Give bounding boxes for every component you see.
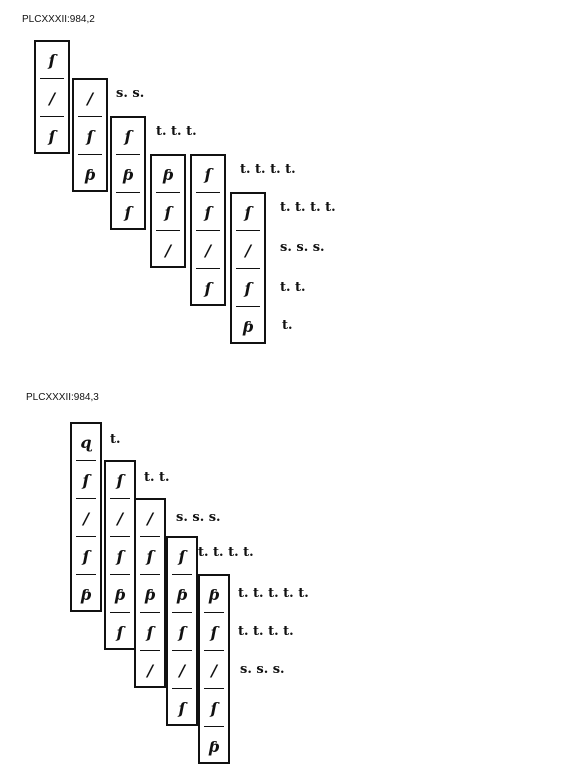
cell-divider [40, 78, 64, 79]
glyph-cell: ſ [178, 623, 186, 642]
glyph-cell: ƥ [122, 165, 134, 184]
glyph-cell: ƥ [176, 585, 188, 604]
stroke-column [70, 422, 102, 612]
glyph-cell: ſ [116, 547, 124, 566]
row-annotation: s. s. [116, 86, 145, 101]
row-annotation: t. t. t. t. [280, 200, 336, 215]
row-annotation: t. [282, 318, 293, 333]
cell-divider [140, 612, 160, 613]
glyph-cell: ƥ [242, 317, 254, 336]
glyph-cell: ſ [210, 623, 218, 642]
cell-divider [156, 192, 180, 193]
cell-divider [204, 612, 224, 613]
cell-divider [172, 650, 192, 651]
cell-divider [76, 536, 96, 537]
cell-divider [110, 612, 130, 613]
glyph-cell: / [147, 509, 153, 528]
cell-divider [140, 536, 160, 537]
glyph-cell: ƥ [162, 165, 174, 184]
stroke-column [110, 116, 146, 230]
cell-divider [236, 268, 260, 269]
cell-divider [172, 688, 192, 689]
glyph-cell: / [245, 241, 251, 260]
glyph-cell: ſ [204, 279, 212, 298]
glyph-cell: ſ [204, 203, 212, 222]
cell-divider [156, 230, 180, 231]
glyph-cell: ſ [204, 165, 212, 184]
glyph-cell: ſ [244, 279, 252, 298]
cell-divider [204, 650, 224, 651]
stroke-column [166, 536, 198, 726]
glyph-cell: ſ [146, 547, 154, 566]
glyph-cell: ƥ [84, 165, 96, 184]
cell-divider [76, 498, 96, 499]
row-annotation: s. s. s. [280, 240, 325, 255]
cell-divider [236, 306, 260, 307]
glyph-cell: ƥ [80, 585, 92, 604]
glyph-cell: / [117, 509, 123, 528]
row-annotation: t. t. [280, 280, 306, 295]
cell-divider [196, 192, 220, 193]
cell-divider [110, 536, 130, 537]
row-annotation: t. t. t. t. [198, 545, 254, 560]
glyph-cell: ſ [164, 203, 172, 222]
stroke-column [104, 460, 136, 650]
glyph-cell: ſ [82, 547, 90, 566]
glyph-cell: ſ [124, 203, 132, 222]
glyph-cell: ſ [48, 127, 56, 146]
cell-divider [172, 574, 192, 575]
glyph-cell: ſ [116, 623, 124, 642]
glyph-cell: / [87, 89, 93, 108]
stroke-column [190, 154, 226, 306]
row-annotation: s. s. s. [240, 662, 285, 677]
glyph-cell: ƥ [144, 585, 156, 604]
glyph-cell: ſ [86, 127, 94, 146]
glyph-cell: ſ [210, 699, 218, 718]
glyph-cell: / [205, 241, 211, 260]
glyph-cell: ſ [146, 623, 154, 642]
row-annotation: t. t. t. t. [240, 162, 296, 177]
glyph-cell: ƥ [208, 585, 220, 604]
figure-caption: PLCXXXII:984,2 [22, 14, 95, 25]
row-annotation: t. t. t. t. t. [238, 586, 309, 601]
row-annotation: t. [110, 432, 121, 447]
cell-divider [78, 154, 102, 155]
glyph-cell: ſ [116, 471, 124, 490]
cell-divider [140, 650, 160, 651]
cell-divider [236, 230, 260, 231]
glyph-cell: ɋ [80, 433, 92, 452]
row-annotation: t. t. [144, 470, 170, 485]
glyph-cell: ſ [82, 471, 90, 490]
cell-divider [172, 612, 192, 613]
cell-divider [204, 726, 224, 727]
stroke-column [34, 40, 70, 154]
glyph-cell: / [165, 241, 171, 260]
cell-divider [196, 230, 220, 231]
glyph-cell: / [83, 509, 89, 528]
cell-divider [196, 268, 220, 269]
glyph-cell: ſ [48, 51, 56, 70]
cell-divider [76, 460, 96, 461]
stroke-column [198, 574, 230, 764]
stroke-column [150, 154, 186, 268]
stroke-column [72, 78, 108, 192]
cell-divider [40, 116, 64, 117]
stroke-column [230, 192, 266, 344]
cell-divider [76, 574, 96, 575]
glyph-cell: / [147, 661, 153, 680]
glyph-cell: / [211, 661, 217, 680]
glyph-cell: ſ [178, 699, 186, 718]
cell-divider [116, 192, 140, 193]
glyph-cell: / [179, 661, 185, 680]
cell-divider [78, 116, 102, 117]
cell-divider [110, 498, 130, 499]
glyph-cell: ſ [124, 127, 132, 146]
stroke-column [134, 498, 166, 688]
glyph-cell: ſ [244, 203, 252, 222]
glyph-cell: ſ [178, 547, 186, 566]
glyph-cell: ƥ [208, 737, 220, 756]
glyph-cell: / [49, 89, 55, 108]
cell-divider [110, 574, 130, 575]
cell-divider [204, 688, 224, 689]
cell-divider [140, 574, 160, 575]
figure-caption: PLCXXXII:984,3 [26, 392, 99, 403]
glyph-cell: ƥ [114, 585, 126, 604]
row-annotation: t. t. t. t. [238, 624, 294, 639]
row-annotation: s. s. s. [176, 510, 221, 525]
row-annotation: t. t. t. [156, 124, 197, 139]
cell-divider [116, 154, 140, 155]
